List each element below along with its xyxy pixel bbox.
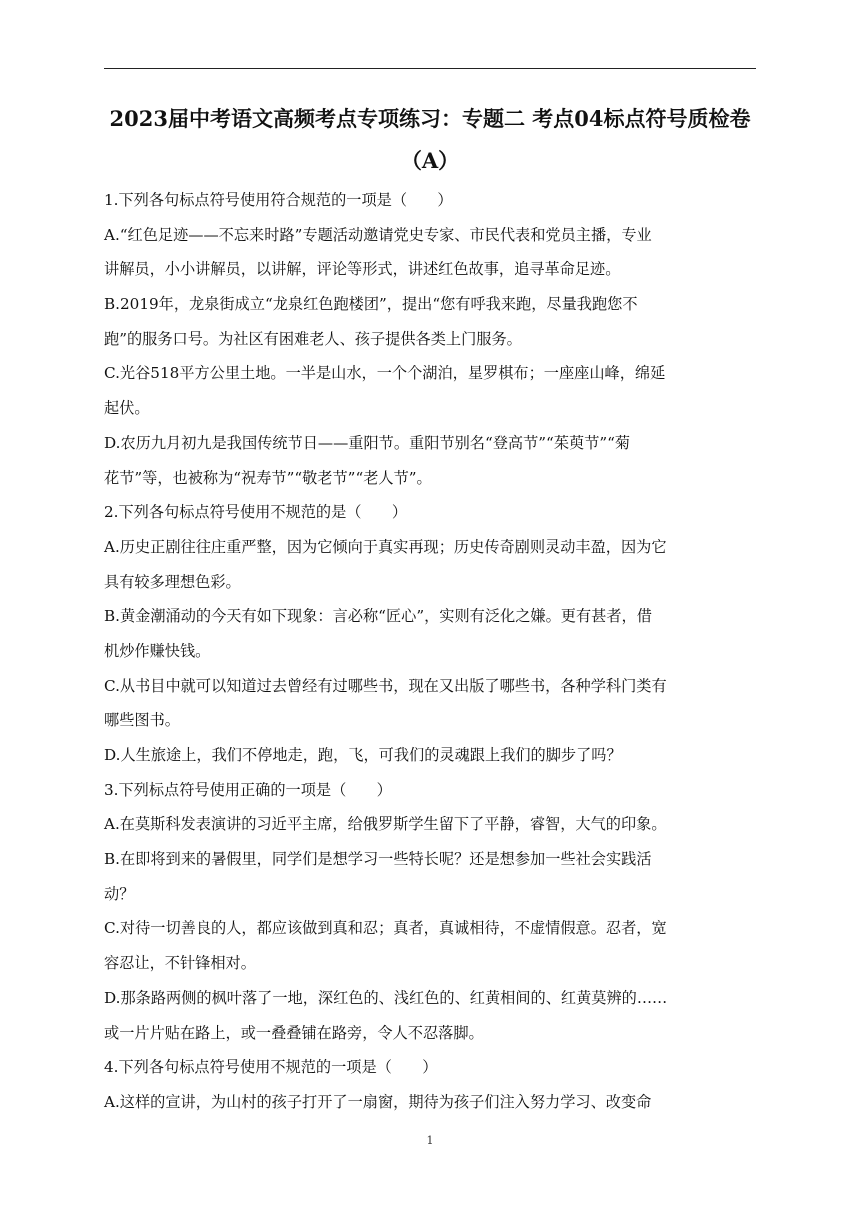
text-line: 2.下列各句标点符号使用不规范的是（ ）: [104, 503, 408, 522]
text-line: 起伏。: [104, 399, 150, 418]
text-line: 跑”的服务口号。为社区有困难老人、孩子提供各类上门服务。: [104, 329, 522, 348]
text-line: B.黄金潮涌动的今天有如下现象：言必称“匠心”，实则有泛化之嫌。更有甚者，借: [104, 607, 652, 626]
text-line: 动？: [104, 884, 135, 903]
text-line: 机炒作赚快钱。: [104, 641, 211, 660]
text-line: A.在莫斯科发表演讲的习近平主席，给俄罗斯学生留下了平静，睿智，大气的印象。: [104, 815, 667, 834]
text-line: B.在即将到来的暑假里，同学们是想学习一些特长呢？还是想参加一些社会实践活: [104, 850, 652, 869]
question-body: [104, 183, 764, 1120]
text-line: 或一片片贴在路上，或一叠叠铺在路旁，令人不忍落脚。: [104, 1023, 484, 1042]
text-line: 花节”等，也被称为“祝寿节”“敬老节”“老人节”。: [104, 468, 432, 487]
text-line: C.光谷518平方公里土地。一半是山水，一个个湖泊，星罗棋布；一座座山峰，绵延: [104, 364, 666, 383]
text-line: C.从书目中就可以知道过去曾经有过哪些书，现在又出版了哪些书，各种学科门类有: [104, 676, 667, 695]
text-line: A.历史正剧往往庄重严整，因为它倾向于真实再现；历史传奇剧则灵动丰盈，因为它: [104, 537, 667, 556]
document-title: 2023届中考语文高频考点专项练习：专题二 考点04标点符号质检卷: [109, 106, 751, 131]
text-line: A.这样的宣讲，为山村的孩子打开了一扇窗，期待为孩子们注入努力学习、改变命: [104, 1092, 652, 1111]
text-line: 讲解员，小小讲解员，以讲解，评论等形式，讲述红色故事，追寻革命足迹。: [104, 260, 621, 279]
text-line: 容忍让，不针锋相对。: [104, 954, 256, 973]
document-title-suffix: （A）: [400, 148, 460, 173]
text-line: D.人生旅途上，我们不停地走，跑，飞，可我们的灵魂跟上我们的脚步了吗？: [104, 746, 622, 764]
text-line: D.农历九月初九是我国传统节日——重阳节。重阳节别名“登高节”“茱萸节”“菊: [104, 433, 631, 452]
text-line: A.“红色足迹——不忘来时路”专题活动邀请党史专家、市民代表和党员主播，专业: [104, 225, 652, 244]
text-line: C.对待一切善良的人，都应该做到真和忍；真者，真诚相待，不虚情假意。忍者，宽: [104, 919, 667, 938]
text-line: B.2019年，龙泉街成立“龙泉红色跑楼团”，提出“您有呼我来跑，尽量我跑您不: [104, 295, 638, 314]
text-line: D.那条路两侧的枫叶落了一地，深红色的、浅红色的、红黄相间的、红黄莫辨的……: [104, 988, 668, 1007]
page-number: 1: [426, 1134, 434, 1147]
header-rule: [104, 68, 756, 69]
text-line: 1.下列各句标点符号使用符合规范的一项是（ ）: [104, 191, 453, 209]
text-line: 具有较多理想色彩。: [104, 572, 241, 591]
text-line: 哪些图书。: [104, 711, 180, 730]
text-line: 3.下列标点符号使用正确的一项是（ ）: [104, 780, 392, 799]
text-line: 4.下列各句标点符号使用不规范的一项是（ ）: [104, 1058, 438, 1077]
